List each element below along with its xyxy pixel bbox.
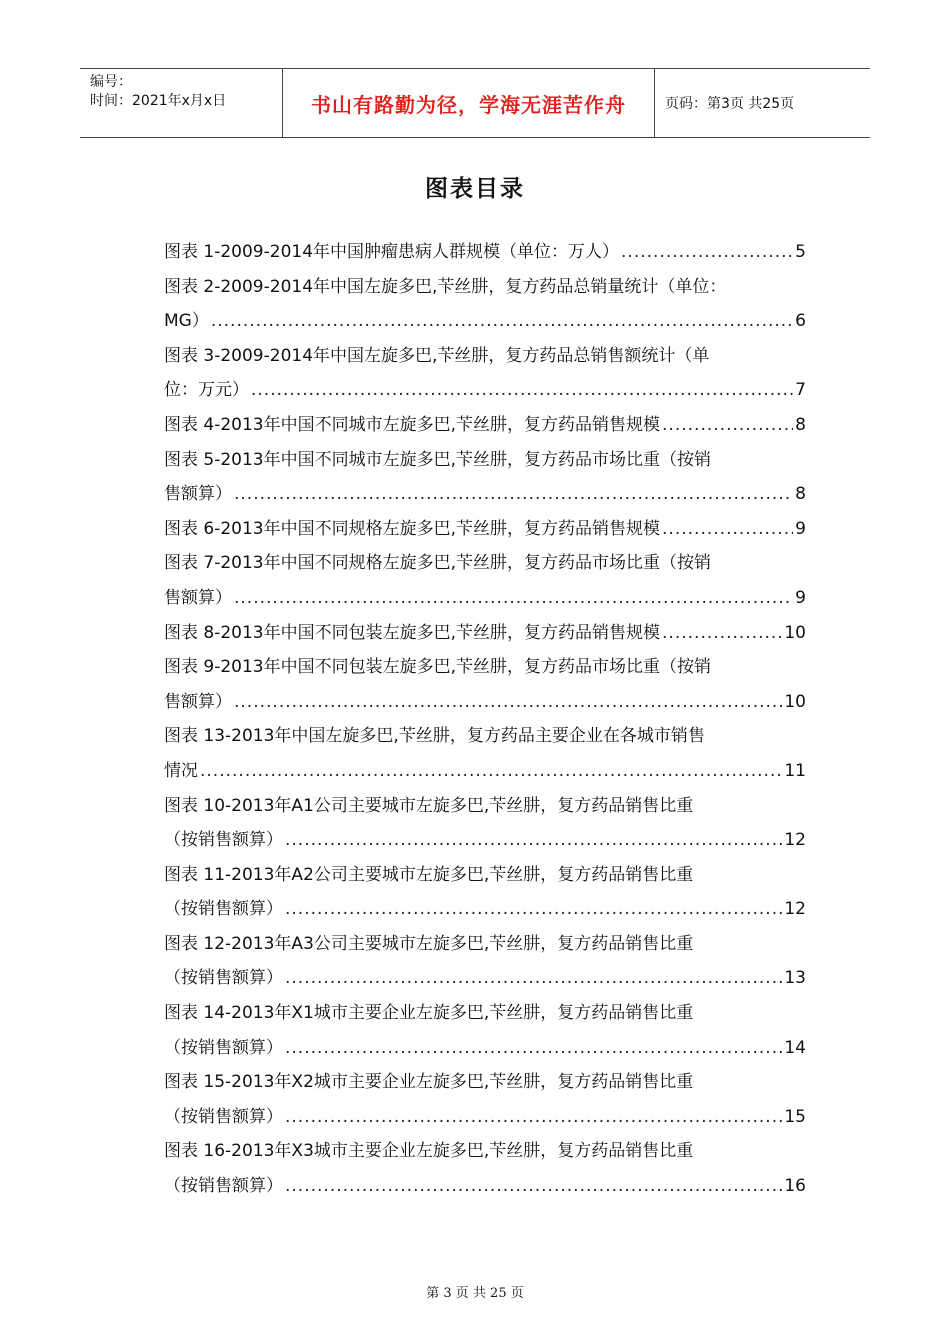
toc-leader-dots (285, 1100, 782, 1135)
toc-entry-title-cont: （按销售额算） (164, 1176, 283, 1197)
toc-entry-title: 图表 5-2013年中国不同城市左旋多巴,苄丝肼，复方药品市场比重（按销 (164, 449, 712, 470)
toc-page-number: 10 (784, 691, 806, 712)
toc-entry-line (164, 1031, 806, 1066)
toc-leader-dots (285, 961, 782, 996)
toc-entry-title-cont: 售额算） (164, 587, 232, 608)
toc-entry[interactable] (164, 270, 806, 339)
toc-entry-title: 图表 16-2013年X3城市主要企业左旋多巴,苄丝肼，复方药品销售比重 (164, 1141, 694, 1162)
toc-page-number: 16 (784, 1176, 806, 1197)
toc-leader-dots (234, 581, 793, 616)
toc-entry-title-cont: MG） (164, 311, 209, 332)
toc-leader-dots (662, 408, 793, 443)
toc-entry-title-cont: （按销售额算） (164, 968, 283, 989)
toc-entry-line (164, 235, 806, 270)
toc-entry-line (164, 512, 806, 547)
toc-entry-title: 图表 1-2009-2014年中国肿瘤患病人群规模（单位：万人） (164, 242, 620, 262)
toc-entry-title-cont: （按销售额算） (164, 1106, 283, 1127)
header-date: 时间：2021年x月x日 (90, 93, 227, 109)
toc-page-number: 15 (784, 1106, 806, 1127)
toc-entry-title: 图表 8-2013年中国不同包装左旋多巴,苄丝肼，复方药品销售规模 (164, 622, 661, 643)
toc-entry[interactable] (164, 858, 806, 927)
toc-entry[interactable] (164, 927, 806, 996)
toc-leader-dots (200, 754, 782, 789)
toc-leader-dots (234, 477, 793, 512)
toc-leader-dots (285, 892, 782, 927)
toc-entry-title: 图表 15-2013年X2城市主要企业左旋多巴,苄丝肼，复方药品销售比重 (164, 1072, 694, 1093)
toc-page-number: 11 (784, 760, 806, 781)
toc-entry-title: 图表 11-2013年A2公司主要城市左旋多巴,苄丝肼，复方药品销售比重 (164, 864, 694, 885)
toc-entry-title: 图表 2-2009-2014年中国左旋多巴,苄丝肼，复方药品总销量统计（单位： (164, 276, 727, 297)
toc-entry-title-cont: 情况 (164, 760, 198, 781)
toc-entry-title: 图表 10-2013年A1公司主要城市左旋多巴,苄丝肼，复方药品销售比重 (164, 795, 694, 816)
toc-entry[interactable] (164, 408, 806, 443)
toc-entry-title: 图表 9-2013年中国不同包装左旋多巴,苄丝肼，复方药品市场比重（按销 (164, 657, 712, 678)
toc-entry-line (164, 408, 806, 443)
toc-entry-title-cont: （按销售额算） (164, 830, 283, 851)
toc-page-number: 14 (784, 1037, 806, 1058)
toc-leader-dots (662, 616, 782, 651)
table-of-figures (164, 235, 806, 1204)
toc-entry-line (164, 685, 806, 720)
toc-entry-title-cont: 位：万元） (164, 380, 249, 401)
toc-entry-title: 图表 4-2013年中国不同城市左旋多巴,苄丝肼，复方药品销售规模 (164, 414, 661, 435)
toc-entry[interactable] (164, 235, 806, 270)
toc-entry[interactable] (164, 719, 806, 788)
header-page-info: 页码：第3页 共25页 (665, 96, 795, 112)
toc-entry-line (164, 892, 806, 927)
page-footer: 第 3 页 共 25 页 (426, 1286, 524, 1301)
toc-leader-dots (251, 373, 793, 408)
toc-page-number: 9 (795, 518, 806, 539)
toc-leader-dots (234, 685, 782, 720)
toc-entry-line (164, 961, 806, 996)
page-title: 图表目录 (425, 176, 525, 202)
toc-entry[interactable] (164, 512, 806, 547)
toc-leader-dots (285, 1169, 782, 1204)
toc-page-number: 9 (795, 587, 806, 608)
toc-entry-line (164, 1100, 806, 1135)
toc-entry[interactable] (164, 650, 806, 719)
toc-page-number: 13 (784, 968, 806, 989)
toc-entry-title: 图表 14-2013年X1城市主要企业左旋多巴,苄丝肼，复方药品销售比重 (164, 1003, 694, 1024)
toc-entry-title-cont: 售额算） (164, 691, 232, 712)
toc-page-number: 12 (784, 899, 806, 920)
toc-entry[interactable] (164, 616, 806, 651)
toc-page-number: 12 (784, 830, 806, 851)
toc-entry[interactable] (164, 1134, 806, 1203)
toc-entry-line (164, 754, 806, 789)
toc-entry-title-cont: 售额算） (164, 484, 232, 505)
header-number-label: 编号： (90, 74, 132, 90)
toc-page-number: 8 (795, 484, 806, 505)
toc-entry-line (164, 616, 806, 651)
toc-page-number: 8 (795, 414, 806, 435)
toc-entry-title: 图表 6-2013年中国不同规格左旋多巴,苄丝肼，复方药品销售规模 (164, 518, 661, 539)
header-meta (80, 69, 282, 137)
toc-entry[interactable] (164, 1065, 806, 1134)
toc-leader-dots (621, 235, 793, 270)
header-motto: 书山有路勤为径，学海无涯苦作舟 (282, 69, 655, 137)
toc-page-number: 10 (784, 622, 806, 643)
toc-leader-dots (285, 823, 782, 858)
toc-entry[interactable] (164, 443, 806, 512)
toc-entry[interactable] (164, 339, 806, 408)
toc-page-number: 5 (795, 242, 806, 262)
toc-entry-line (164, 581, 806, 616)
toc-entry-line (164, 823, 806, 858)
toc-entry[interactable] (164, 789, 806, 858)
toc-entry-title: 图表 12-2013年A3公司主要城市左旋多巴,苄丝肼，复方药品销售比重 (164, 933, 694, 954)
toc-entry-line (164, 373, 806, 408)
toc-entry[interactable] (164, 996, 806, 1065)
toc-entry-title: 图表 3-2009-2014年中国左旋多巴,苄丝肼，复方药品总销售额统计（单 (164, 345, 710, 366)
toc-entry-title-cont: （按销售额算） (164, 899, 283, 920)
toc-leader-dots (211, 304, 793, 339)
toc-entry[interactable] (164, 546, 806, 615)
toc-entry-line (164, 304, 806, 339)
toc-entry-line (164, 1169, 806, 1204)
toc-page-number: 6 (795, 311, 806, 332)
toc-page-number: 7 (795, 380, 806, 401)
toc-entry-title: 图表 13-2013年中国左旋多巴,苄丝肼，复方药品主要企业在各城市销售 (164, 726, 705, 747)
toc-leader-dots (285, 1031, 782, 1066)
page-header (80, 68, 870, 138)
toc-entry-title: 图表 7-2013年中国不同规格左旋多巴,苄丝肼，复方药品市场比重（按销 (164, 553, 712, 574)
toc-entry-title-cont: （按销售额算） (164, 1037, 283, 1058)
toc-leader-dots (662, 512, 793, 547)
toc-entry-line (164, 477, 806, 512)
